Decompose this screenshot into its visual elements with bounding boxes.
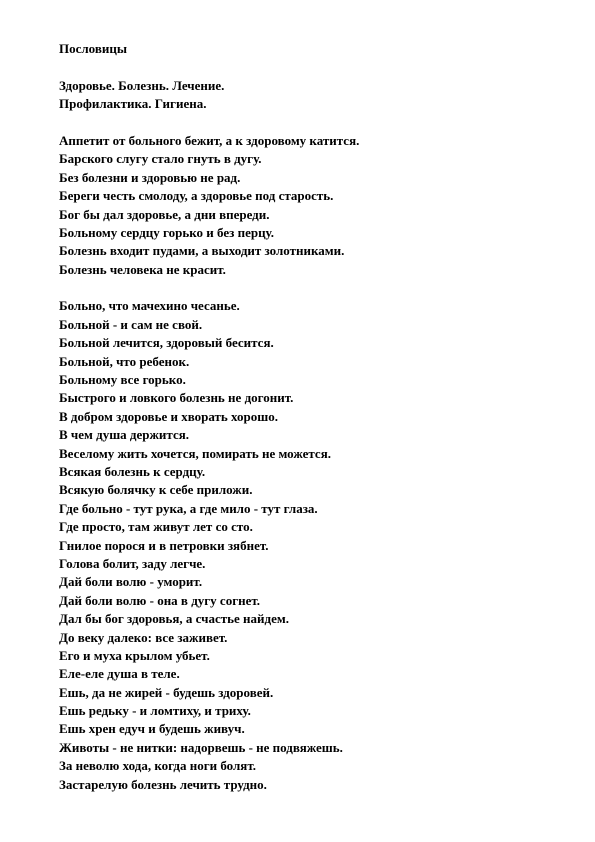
proverb-line: Ешь редьку - и ломтиху, и триху. — [59, 703, 251, 719]
proverb-line: Дай боли волю - она в дугу согнет. — [59, 592, 261, 608]
proverb-line: Больной, что ребенок. — [59, 353, 190, 369]
proverb-line: Быстрого и ловкого болезнь не догонит. — [59, 390, 294, 406]
proverb-line: Дай боли волю - уморит. — [59, 574, 203, 590]
proverb-group-1 — [59, 132, 559, 279]
proverb-line: Ешь хрен едуч и будешь живуч. — [59, 721, 245, 737]
proverb-line: Всякая болезнь к сердцу. — [59, 463, 206, 479]
proverb-line: Береги честь смолоду, а здоровье под старость. — [59, 188, 334, 204]
proverb-line: Где больно - тут рука, а где мило - тут глаза. — [59, 500, 318, 516]
proverb-line: Аппетит от больного бежит, а к здоровому катится. — [59, 132, 360, 148]
proverb-line: Всякую болячку к себе приложи. — [59, 482, 253, 498]
section-heading-line: Здоровье. Болезнь. Лечение. — [59, 77, 225, 93]
proverb-line: В чем душа держится. — [59, 427, 190, 443]
proverb-line: Гнилое порося и в петровки зябнет. — [59, 537, 269, 553]
proverb-line: Без болезни и здоровью не рад. — [59, 169, 241, 185]
proverb-line: Голова болит, заду легче. — [59, 555, 206, 571]
proverb-line: Больно, что мачехино чесанье. — [59, 298, 240, 314]
proverb-line: Где просто, там живут лет со сто. — [59, 519, 253, 535]
proverb-line: Больному сердцу горько и без перцу. — [59, 224, 275, 240]
proverb-line: Ешь, да не жирей - будешь здоровей. — [59, 684, 274, 700]
proverb-line: Дал бы бог здоровья, а счастье найдем. — [59, 611, 289, 627]
proverb-line: Больной лечится, здоровый бесится. — [59, 335, 274, 351]
proverb-line: Болезнь входит пудами, а выходит золотниками. — [59, 243, 345, 259]
proverb-line: Животы - не нитки: надорвешь - не подвяжешь. — [59, 739, 343, 755]
proverb-line: Его и муха крылом убьет. — [59, 647, 210, 663]
section-heading-line: Профилактика. Гигиена. — [59, 96, 207, 112]
proverb-line: Болезнь человека не красит. — [59, 261, 226, 277]
spacer — [59, 279, 559, 297]
proverb-line: В добром здоровье и хворать хорошо. — [59, 408, 279, 424]
proverb-line: Бог бы дал здоровье, а дни впереди. — [59, 206, 270, 222]
proverb-line: За неволю хода, когда ноги болят. — [59, 758, 256, 774]
proverb-line: Больному все горько. — [59, 372, 186, 388]
proverb-line: Застарелую болезнь лечить трудно. — [59, 776, 267, 792]
spacer — [59, 58, 559, 76]
proverb-group-2 — [59, 297, 559, 794]
proverb-line: Веселому жить хочется, помирать не можется. — [59, 445, 331, 461]
document-page — [59, 40, 559, 794]
proverb-line: До веку далеко: все заживет. — [59, 629, 228, 645]
proverb-line: Еле-еле душа в теле. — [59, 666, 180, 682]
proverb-line: Барского слугу стало гнуть в дугу. — [59, 151, 262, 167]
document-title: Пословицы — [59, 41, 128, 56]
spacer — [59, 114, 559, 132]
proverb-line: Больной - и сам не свой. — [59, 316, 203, 332]
